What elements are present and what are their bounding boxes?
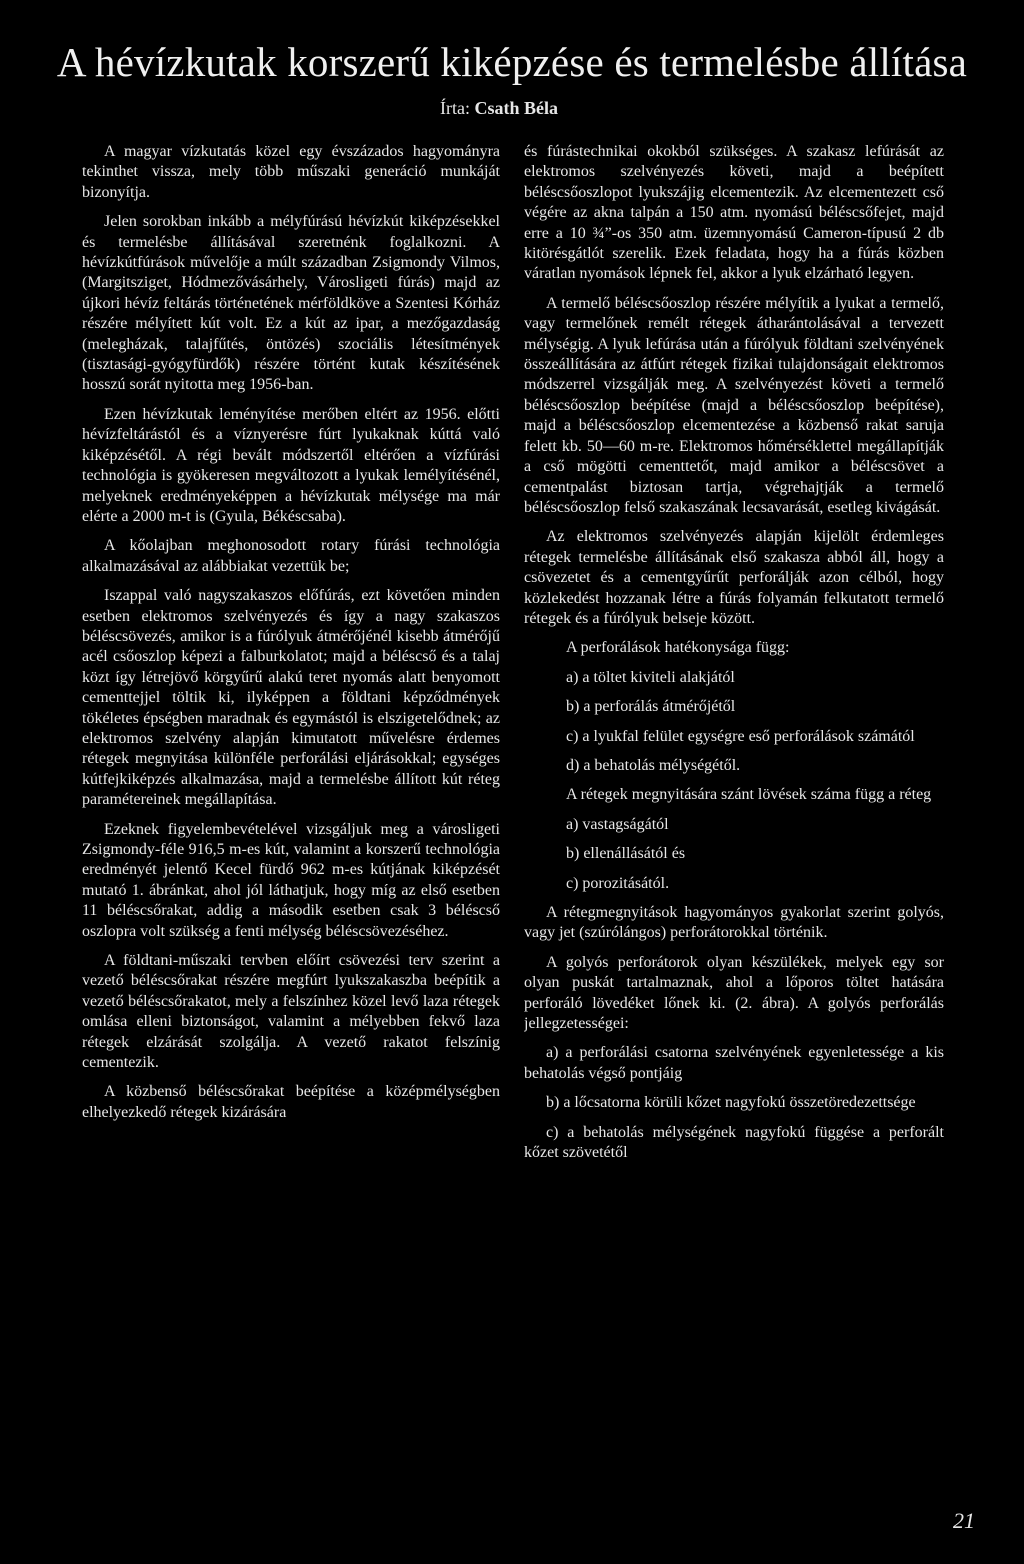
page-number: 21 [953, 1508, 975, 1533]
layer-intro: A rétegek megnyitására szánt lövések száma függ a réteg [566, 786, 932, 804]
paragraph: Iszappal való nagyszakaszos előfúrás, ezt követően minden esetben elektromos szelvényezés és így a nagy szakaszos béléscsövezés, amikor is a fúrólyuk átmérőjénél kisebb átmérőjű acél csőoszlop képezi a falburkolatot; majd a béléscső és a talaj közt így létrejövő körgyűrű alakú teret nyomás alatt benyomott cementtejjel töltik ki, ilyképpen a földtani képződmények tökéletes épségben maradnak és egymástól is elszigetelődnek; az elektromos szelvény alapján kimutatott művelésre érdemes rétegek megnyitása különféle perforálási eljárásokkal; egységes kútfejkiképzés alkalmazása, majd a termelésbe állított kút réteg paramétereinek megállapítása. [82, 587, 500, 809]
paragraph: A golyós perforátorok olyan készülékek, melyek egy sor olyan puskát tartalmaznak, ahol a lőporos töltet hatására perforáló lövedéket lőnek ki. (2. ábra). A golyós perforálás jellegzetességei: [524, 953, 944, 1033]
paragraph: Ezeknek figyelembevételével vizsgáljuk meg a városligeti Zsigmondy-féle 916,5 m-es kút, valamint a korszerű technológia eredményét jelentő Kecel fürdő 962 m-es kútjának kiképzését mutató 1. ábránkat, ahol jól láthatjuk, hogy míg az első esetben 11 béléscsőrakat, addig a második esetben csak 3 béléscső oszlopra volt szükség a fenti mélység béléscsövezéséhez. [82, 820, 500, 940]
paragraph: Ezen hévízkutak leményítése merőben eltért az 1956. előtti hévízfeltárástól és a víznyerésre fúrt lyukaknak kúttá való kiképzésétől. A régi bevált módszertől eltérően a vízfúrási technológia is gyökeresen megváltozott a lyukak lemélyítésénél, melyeknek eredményeképpen a hévízkutak mélysége ma már elérte a 2000 m-t is (Gyula, Békéscsaba). [82, 405, 500, 525]
paragraph: A közbenső béléscsőrakat beépítése a középmélységben elhelyezkedő rétegek kizárására [82, 1083, 500, 1121]
left-column [82, 142, 500, 1542]
paragraph: A földtani-műszaki tervben előírt csövezési terv szerint a vezető béléscsőrakat részére megfúrt lyukszakaszba beépítik a vezető béléscsőrakatot, mely a felszínhez közel levő laza rétegek omlása elleni biztonságot, valamint a mélyebben fekvő laza rétegek elzárását szolgálja. A vezető rakatot felszínig cementezik. [82, 952, 500, 1072]
list-item: b) a perforálás átmérőjétől [566, 698, 736, 716]
byline-prefix: Írta: [440, 98, 470, 118]
list-item: b) ellenállásától és [566, 845, 686, 863]
article-title: A hévízkutak korszerű kiképzése és termelésbe állítása [56, 39, 968, 85]
paragraph: A termelő béléscsőoszlop részére mélyítik a lyukat a termelő, vagy termelőnek remélt rétegek átharántolásával a tervezett mélységig. A lyuk lefúrása után a fúrólyuk földtani szelvényének összeállítására az átfúrt rétegek fizikai tulajdonságait elektromos módszerrel vizsgálják meg. A szelvényezést követi a termelő béléscsőoszlop beépítése (majd a béléscsőoszlop beépítése), majd a béléscsőoszlop elcementezése a közbenső rakat saruja felett kb. 50—60 m-re. Elektromos hőmérséklettel megállapítják a cső mögötti cementtetőt, majd amikor a béléscsövet a cementpalást biztosan tartja, végrehajtják a termelő béléscsőoszlop felső szakaszának lecsavarását, esetleg kivágását. [524, 294, 944, 516]
list-item: b) a lőcsatorna körüli kőzet nagyfokú összetöredezettsége [546, 1094, 916, 1112]
paragraph: A rétegmegnyitások hagyományos gyakorlat szerint golyós, vagy jet (szúrólángos) perforátorokkal történik. [524, 904, 944, 942]
list-item: c) a lyukfal felület egységre eső perforálások számától [566, 727, 915, 745]
list-item: d) a behatolás mélységétől. [566, 756, 741, 774]
byline [440, 96, 558, 120]
list-item: c) porozitásától. [566, 874, 670, 892]
right-column [524, 142, 944, 1542]
paragraph: és fúrástechnikai okokból szükséges. A szakasz lefúrását az elektromos szelvényezés követi, majd a beépített béléscsőoszlopot lyukszájig elcementezik. Az elcementezett cső végére az akna talpán a 150 atm. nyomású béléscsőfejet, majd erre a 10 ¾”-os 350 atm. üzemnyomású Cameron-típusú 2 db kitörésgátlót szerelik. Ezek feladata, hogy ha a fúrás közben váratlan nyomások lépnek fel, akkor a lyuk elzárható legyen. [524, 143, 944, 283]
paragraph: A kőolajban meghonosodott rotary fúrási technológia alkalmazásával az alábbiakat vezettük be; [82, 537, 500, 575]
paragraph: A magyar vízkutatás közel egy évszázados hagyományra tekinthet vissza, mely több műszaki generáció munkáját bizonyítja. [82, 143, 500, 201]
list-item: a) a perforálási csatorna szelvényének egyenletessége a kis behatolás végső pontjáig [524, 1044, 944, 1082]
list-item: c) a behatolás mélységének nagyfokú függése a perforált kőzet szövetétől [524, 1123, 944, 1162]
perforation-intro: A perforálások hatékonysága függ: [566, 639, 790, 657]
list-item: a) a töltet kiviteli alakjától [566, 668, 735, 686]
paragraph: Jelen sorokban inkább a mélyfúrású hévízkút kiképzésekkel és termelésbe állításával szeretnénk foglalkozni. A hévízkútfúrások művelője a múlt században Zsigmondy Vilmos, (Margitsziget, Hódmezővásárhely, Városligeti fúrás) majd az újkori hévíz feltárás történetének mérföldköve a Szentesi Kórház részére mélyített kút volt. Ez a kút az ipar, a mezőgazdaság (melegházak, talajfűtés, öntözés) szociális létesítmények (tisztasági-gyógyfürdők) részére történt kutak készítésének hosszú sorát nyitotta meg 1956-ban. [82, 213, 500, 394]
author-name: Csath Béla [474, 98, 558, 118]
list-item: a) vastagságától [566, 815, 669, 833]
paragraph: Az elektromos szelvényezés alapján kijelölt érdemleges rétegek termelésbe állításának első szakasza abból áll, hogy a csövezetet és a cementgyűrűt perforálják azon célból, hogy közlekedést hozzanak létre a fúrás folyamán felkutatott termelő rétegek és a fúrólyuk belseje között. [524, 528, 944, 627]
